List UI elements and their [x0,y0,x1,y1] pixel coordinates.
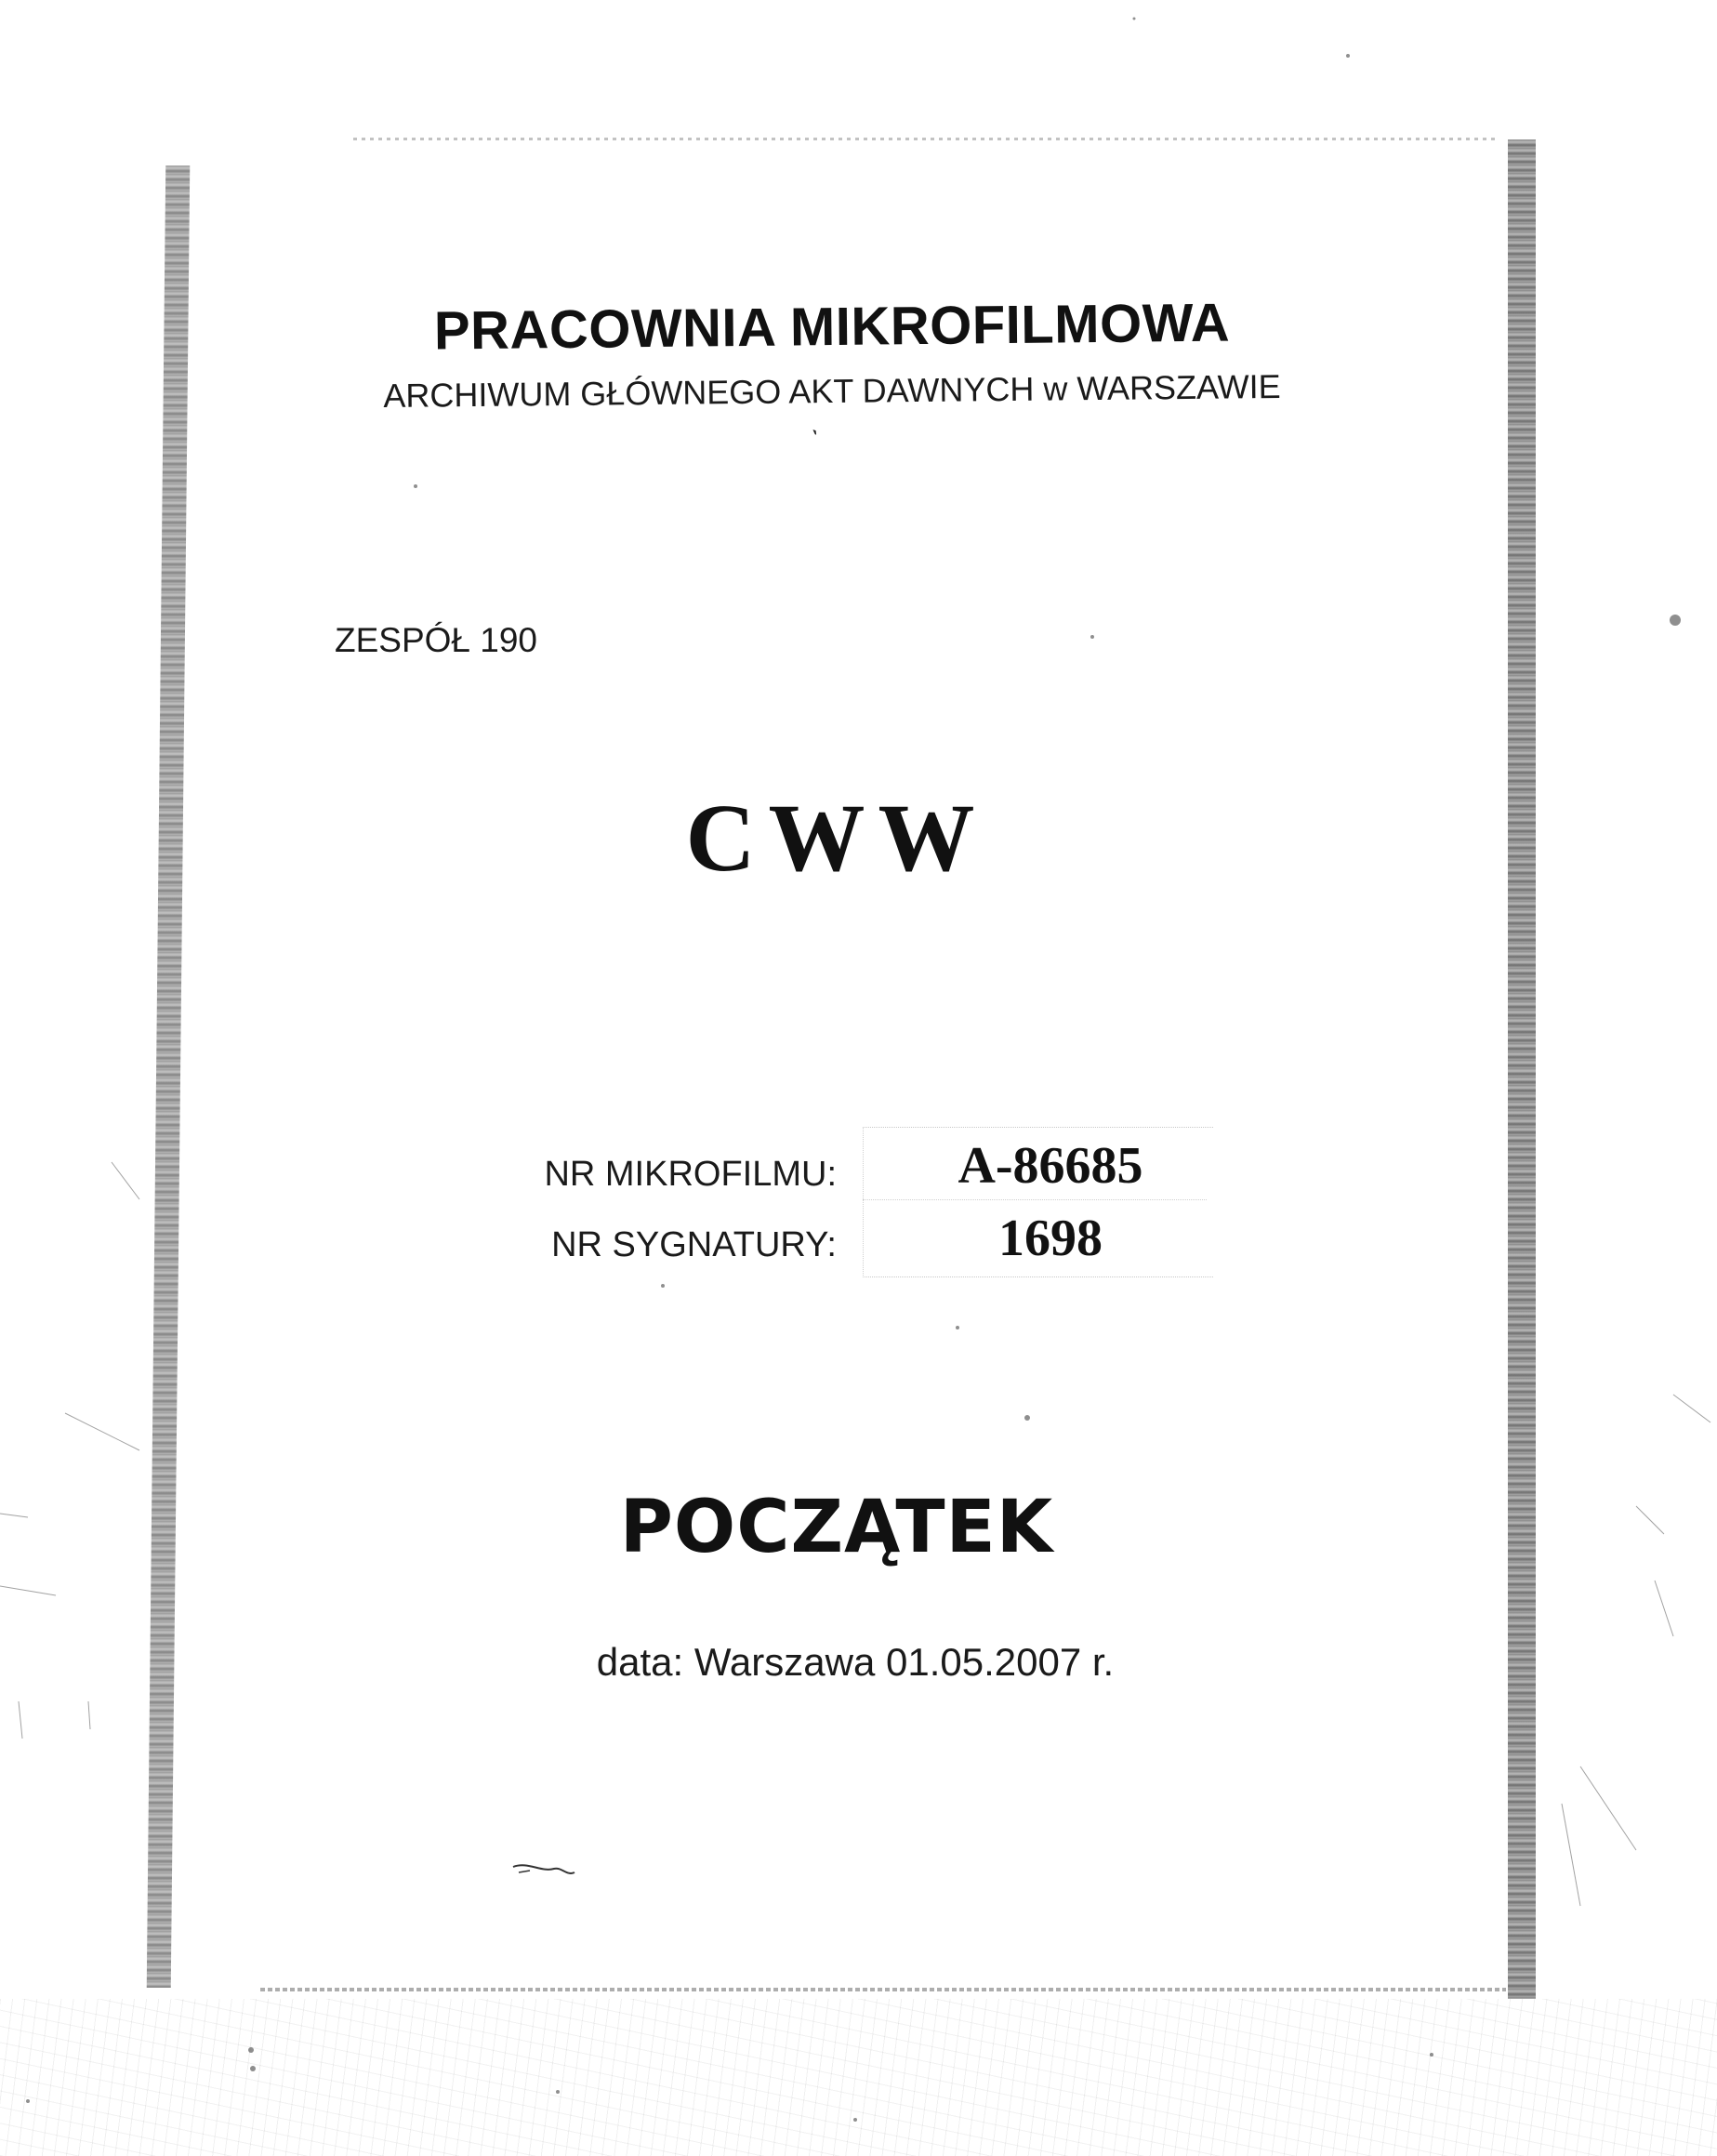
collection-code: CWW [685,785,988,892]
date-line: data: Warszawa 01.05.2007 r. [596,1640,1115,1684]
scan-edge-noise [0,1999,1717,2156]
pen-scribble [509,1859,584,1887]
microfilm-label: NR MIKROFILMU: [544,1155,837,1194]
film-frame-right [1508,139,1536,1999]
signature-label: NR SYGNATURY: [551,1225,837,1264]
microfilm-value: A-86685 [958,1137,1143,1195]
film-frame-top [353,138,1497,140]
film-frame-left [147,165,191,1988]
header-subtitle: ARCHIWUM GŁÓWNEGO AKT DAWNYCH w WARSZAWIE [383,366,1281,416]
pen-mark: ˋ [801,425,822,457]
signature-row [502,1209,1246,1267]
microfilm-row [502,1136,1246,1195]
status-heading: POCZĄTEK [619,1486,1054,1569]
fond-number: ZESPÓŁ 190 [335,621,538,659]
value-divider [863,1199,1207,1200]
film-frame-bottom [260,1988,1506,1991]
header-title: PRACOWNIA MIKROFILMOWA [433,292,1231,362]
signature-value: 1698 [998,1210,1103,1267]
